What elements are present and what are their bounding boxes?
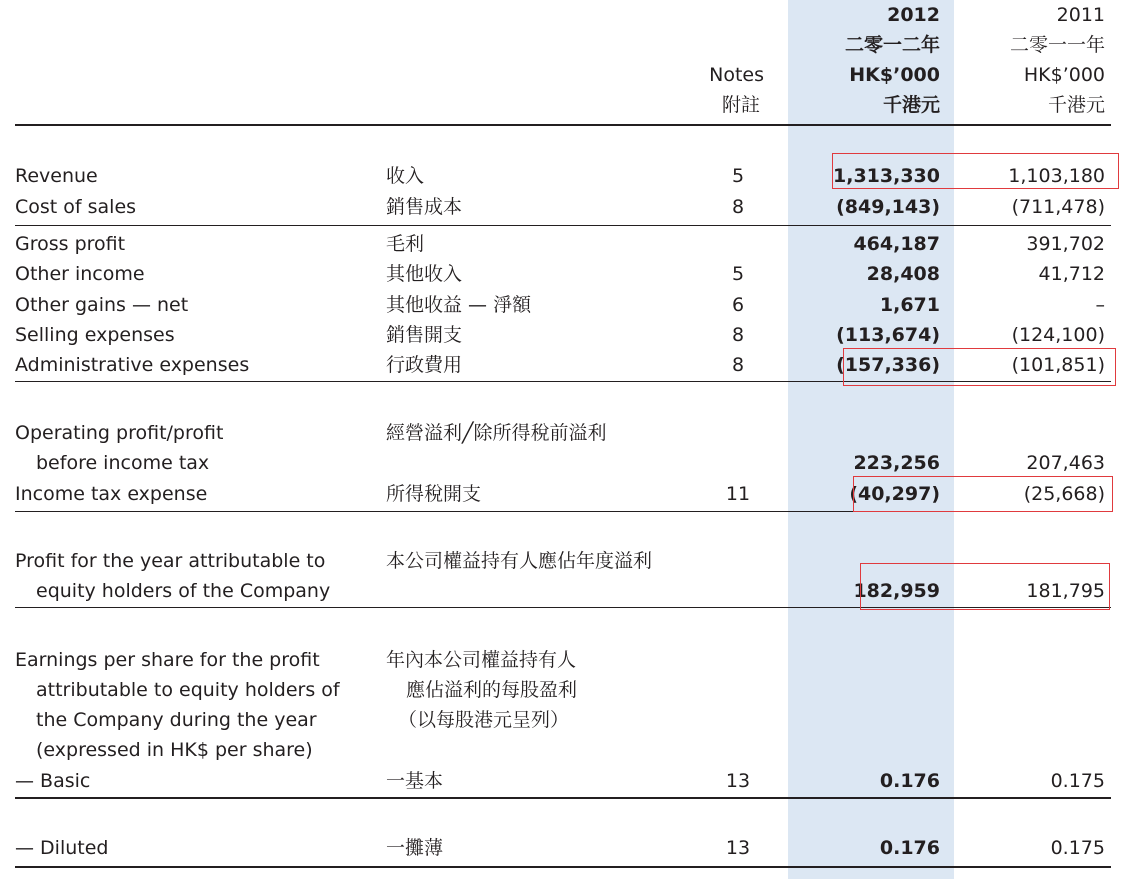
row-note: 13 [725, 770, 751, 792]
row-value-2011: 391,702 [1026, 233, 1105, 255]
row-label: Profit for the year attributable to [15, 550, 326, 572]
row-label: Revenue [15, 165, 98, 187]
row-note: 5 [731, 165, 745, 187]
row-label: Selling expenses [15, 324, 175, 346]
row-label-zh: 收入 [386, 165, 425, 187]
header-unit-zh-2011: 千港元 [1047, 94, 1105, 116]
row-label-zh: 本公司權益持有人應佔年度溢利 [386, 550, 653, 572]
header-year-2012-zh: 二零一二年 [844, 34, 940, 56]
row-value-2012: 0.176 [879, 837, 940, 859]
row-label-continued: (expressed in HK$ per share) [36, 739, 313, 761]
row-label: Income tax expense [15, 483, 208, 505]
row-label-zh: 其他收益 — 淨額 [386, 294, 532, 316]
row-label-zh: 經營溢利╱除所得稅前溢利 [386, 422, 607, 444]
row-label-zh: 毛利 [386, 233, 425, 255]
row-label: Gross profit [15, 233, 126, 255]
header-year-2011: 2011 [1056, 4, 1105, 26]
row-value-2012: 1,313,330 [833, 165, 940, 187]
row-label: Other gains — net [15, 294, 189, 316]
row-label-continued: the Company during the year [36, 709, 317, 731]
header-unit-2011: HK$’000 [1023, 64, 1105, 86]
row-label-continued: attributable to equity holders of [36, 679, 340, 701]
row-value-2012: 1,671 [879, 294, 940, 316]
annotation-box [843, 348, 1116, 386]
row-note: 5 [731, 263, 745, 285]
row-note: 13 [725, 837, 751, 859]
row-value-2011: (124,100) [1011, 324, 1105, 346]
row-value-2011: 0.175 [1050, 837, 1105, 859]
row-value-2012: 182,959 [853, 580, 940, 602]
row-value-2011: 0.175 [1050, 770, 1105, 792]
row-value-2011: – [1095, 294, 1105, 316]
row-note: 8 [731, 324, 745, 346]
header-unit-2012: HK$’000 [849, 64, 940, 86]
row-label: — Basic [15, 770, 91, 792]
row-label-zh: 一基本 [386, 770, 444, 792]
row-label: — Diluted [15, 837, 109, 859]
row-label-continued: before income tax [36, 452, 210, 474]
row-label-zh: 銷售成本 [386, 196, 463, 218]
row-rule [15, 866, 1111, 868]
row-value-2011: 207,463 [1026, 452, 1105, 474]
row-label-zh: 所得稅開支 [386, 483, 482, 505]
header-notes-zh: 附註 [721, 94, 760, 116]
row-value-2011: (711,478) [1011, 196, 1105, 218]
row-value-2012: 28,408 [866, 263, 940, 285]
row-label-continued: equity holders of the Company [36, 580, 331, 602]
row-label-zh: 其他收入 [386, 263, 463, 285]
row-label-zh: 銷售開支 [386, 324, 463, 346]
row-label-zh-continued: （以每股港元呈列） [398, 709, 570, 731]
row-value-2011: 1,103,180 [1008, 165, 1105, 187]
row-value-2012: 464,187 [853, 233, 940, 255]
row-rule [15, 797, 1111, 799]
row-value-2011: 181,795 [1026, 580, 1105, 602]
row-label-zh-continued: 應佔溢利的每股盈利 [406, 679, 578, 701]
header-year-2011-zh: 二零一一年 [1009, 34, 1105, 56]
header-rule [15, 124, 1111, 126]
row-label-zh: 年內本公司權益持有人 [386, 649, 577, 671]
row-label: Administrative expenses [15, 354, 250, 376]
current-year-column-highlight [788, 0, 954, 879]
row-value-2011: (101,851) [1011, 354, 1105, 376]
row-label: Other income [15, 263, 145, 285]
row-value-2011: (25,668) [1023, 483, 1105, 505]
row-label: Cost of sales [15, 196, 137, 218]
annotation-box [832, 153, 1119, 189]
row-value-2012: (40,297) [849, 483, 940, 505]
row-value-2012: (157,336) [836, 354, 940, 376]
row-value-2012: 0.176 [879, 770, 940, 792]
header-notes: Notes [709, 64, 764, 86]
row-label-zh: 一攤薄 [386, 837, 444, 859]
row-value-2012: (849,143) [836, 196, 940, 218]
header-year-2012: 2012 [887, 4, 940, 26]
row-label: Earnings per share for the profit [15, 649, 320, 671]
row-note: 8 [731, 354, 745, 376]
annotation-box [860, 563, 1110, 610]
row-note: 11 [725, 483, 751, 505]
row-label-zh: 行政費用 [386, 354, 463, 376]
row-value-2012: (113,674) [836, 324, 940, 346]
row-value-2011: 41,712 [1038, 263, 1105, 285]
header-unit-zh-2012: 千港元 [882, 94, 940, 116]
row-rule [15, 225, 1111, 226]
row-label: Operating profit/profit [15, 422, 224, 444]
annotation-box [853, 476, 1113, 512]
row-value-2012: 223,256 [853, 452, 940, 474]
row-note: 8 [731, 196, 745, 218]
row-note: 6 [731, 294, 745, 316]
